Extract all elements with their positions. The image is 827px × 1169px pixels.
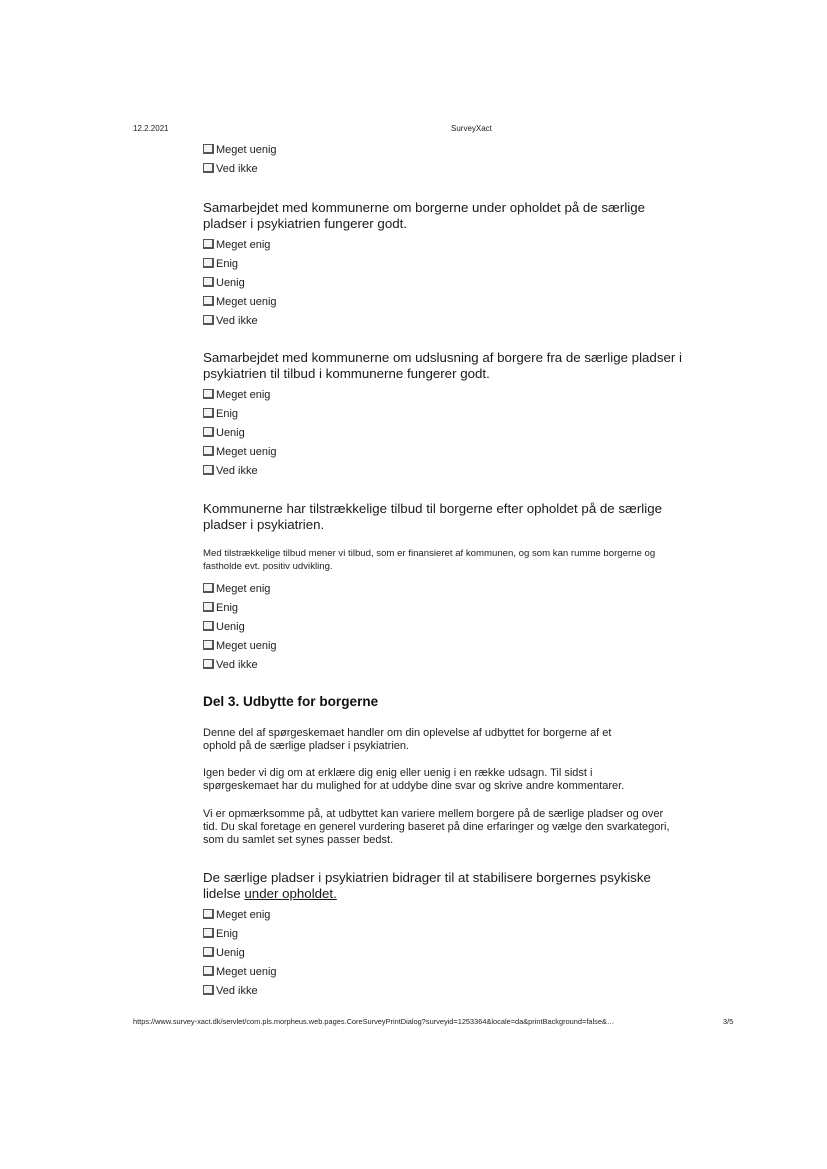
- question-text: Samarbejdet med kommunerne om udslusning af borgere fra de særlige pladser i psykiatrien til tilbud i kommunerne fungerer godt.: [203, 350, 682, 381]
- checkbox-icon[interactable]: [203, 465, 214, 475]
- checkbox-icon[interactable]: [203, 966, 214, 976]
- option-meget-uenig[interactable]: [203, 442, 683, 459]
- option-meget-uenig[interactable]: [203, 292, 683, 309]
- checkbox-icon[interactable]: [203, 659, 214, 669]
- checkbox-icon[interactable]: [203, 602, 214, 612]
- option-label: Uenig: [216, 427, 245, 439]
- option-label: Uenig: [216, 947, 245, 959]
- option-label: Meget enig: [216, 389, 271, 401]
- question-text: Kommunerne har tilstrækkelige tilbud til borgerne efter opholdet på de særlige pladser i psykiatrien.: [203, 501, 662, 532]
- option-uenig[interactable]: [203, 273, 683, 290]
- option-label: Uenig: [216, 277, 245, 289]
- option-meget-uenig[interactable]: [203, 636, 683, 653]
- checkbox-icon[interactable]: [203, 389, 214, 399]
- checkbox-icon[interactable]: [203, 583, 214, 593]
- question-note: Med tilstrækkelige tilbud mener vi tilbud, som er finansieret af kommunen, og som kan rumme borgerne og fastholde evt. positiv udvikling.: [203, 548, 656, 572]
- option-label: Enig: [216, 602, 239, 614]
- option-uenig[interactable]: [203, 423, 683, 440]
- option-label: Ved ikke: [216, 465, 258, 477]
- option-label: Ved ikke: [216, 985, 258, 997]
- section-3-intro: [203, 727, 683, 753]
- option-label: Enig: [216, 408, 239, 420]
- option-uenig[interactable]: [203, 617, 683, 634]
- option-enig[interactable]: [203, 924, 683, 941]
- question-text-main: De særlige pladser i psykiatrien bidrager til at stabilisere borgernes psykiske lidelse: [203, 870, 651, 901]
- checkbox-icon[interactable]: [203, 258, 214, 268]
- checkbox-icon[interactable]: [203, 408, 214, 418]
- option-enig[interactable]: [203, 254, 683, 271]
- section-title: Del 3. Udbytte for borgerne: [203, 694, 379, 709]
- checkbox-icon[interactable]: [203, 947, 214, 957]
- print-title: SurveyXact: [451, 124, 492, 133]
- intro-paragraph-3: Vi er opmærksomme på, at udbyttet kan variere mellem borgere på de særlige pladser og over tid. Du skal foretage en generel vurdering baseret på dine erfaringer og vælge den svarkategori, som du samlet set synes passer bedst.: [203, 808, 670, 846]
- page-number: 3/5: [723, 1017, 734, 1026]
- checkbox-icon[interactable]: [203, 909, 214, 919]
- question-text: Samarbejdet med kommunerne om borgerne under opholdet på de særlige pladser i psykiatrien fungerer godt.: [203, 200, 646, 231]
- intro-paragraph-1: Denne del af spørgeskemaet handler om din oplevelse af udbyttet for borgerne af et ophold på de særlige pladser i psykiatrien.: [203, 727, 612, 752]
- option-label: Enig: [216, 928, 239, 940]
- section-3-note: [203, 808, 683, 847]
- checkbox-icon[interactable]: [203, 277, 214, 287]
- question-3: [203, 501, 683, 674]
- checkbox-icon[interactable]: [203, 296, 214, 306]
- option-enig[interactable]: [203, 404, 683, 421]
- option-meget-enig[interactable]: [203, 579, 683, 596]
- checkbox-icon[interactable]: [203, 427, 214, 437]
- section-3-instructions: [203, 767, 683, 793]
- option-label: Meget uenig: [216, 446, 277, 458]
- option-meget-uenig[interactable]: [203, 140, 683, 157]
- option-ved-ikke[interactable]: [203, 981, 683, 998]
- option-ved-ikke[interactable]: [203, 655, 683, 672]
- option-ved-ikke[interactable]: [203, 311, 683, 328]
- question-4: [203, 870, 683, 1000]
- checkbox-icon[interactable]: [203, 446, 214, 456]
- option-label: Enig: [216, 258, 239, 270]
- option-label: Meget uenig: [216, 640, 277, 652]
- footer-url[interactable]: https://www.survey-xact.dk/servlet/com.pls.morpheus.web.pages.CoreSurveyPrintDialog?surveyid=1253364&locale=da&printBackground=false&…: [133, 1017, 615, 1026]
- option-label: Uenig: [216, 621, 245, 633]
- option-meget-enig[interactable]: [203, 905, 683, 922]
- intro-paragraph-2: Igen beder vi dig om at erklære dig enig eller uenig i en række udsagn. Til sidst i spørgeskemaet har du mulighed for at uddybe dine svar og skrive andre kommentarer.: [203, 767, 625, 792]
- option-ved-ikke[interactable]: [203, 461, 683, 478]
- option-label: Ved ikke: [216, 315, 258, 327]
- option-label: Meget uenig: [216, 296, 277, 308]
- checkbox-icon[interactable]: [203, 163, 214, 173]
- section-3: [203, 694, 683, 709]
- question-text: [203, 870, 663, 902]
- checkbox-icon[interactable]: [203, 985, 214, 995]
- question-text-underlined: under opholdet.: [244, 886, 337, 901]
- option-label: Ved ikke: [216, 163, 258, 175]
- option-label: Meget enig: [216, 909, 271, 921]
- print-date: 12.2.2021: [133, 124, 169, 133]
- option-meget-uenig[interactable]: [203, 962, 683, 979]
- question-2: [203, 350, 683, 480]
- prev-question-options: [203, 140, 683, 178]
- option-ved-ikke[interactable]: [203, 159, 683, 176]
- checkbox-icon[interactable]: [203, 239, 214, 249]
- question-1: [203, 200, 683, 330]
- option-label: Meget enig: [216, 239, 271, 251]
- checkbox-icon[interactable]: [203, 315, 214, 325]
- option-label: Meget uenig: [216, 144, 277, 156]
- checkbox-icon[interactable]: [203, 928, 214, 938]
- option-label: Meget uenig: [216, 966, 277, 978]
- option-enig[interactable]: [203, 598, 683, 615]
- option-meget-enig[interactable]: [203, 235, 683, 252]
- option-meget-enig[interactable]: [203, 385, 683, 402]
- checkbox-icon[interactable]: [203, 144, 214, 154]
- option-label: Meget enig: [216, 583, 271, 595]
- checkbox-icon[interactable]: [203, 621, 214, 631]
- option-label: Ved ikke: [216, 659, 258, 671]
- checkbox-icon[interactable]: [203, 640, 214, 650]
- option-uenig[interactable]: [203, 943, 683, 960]
